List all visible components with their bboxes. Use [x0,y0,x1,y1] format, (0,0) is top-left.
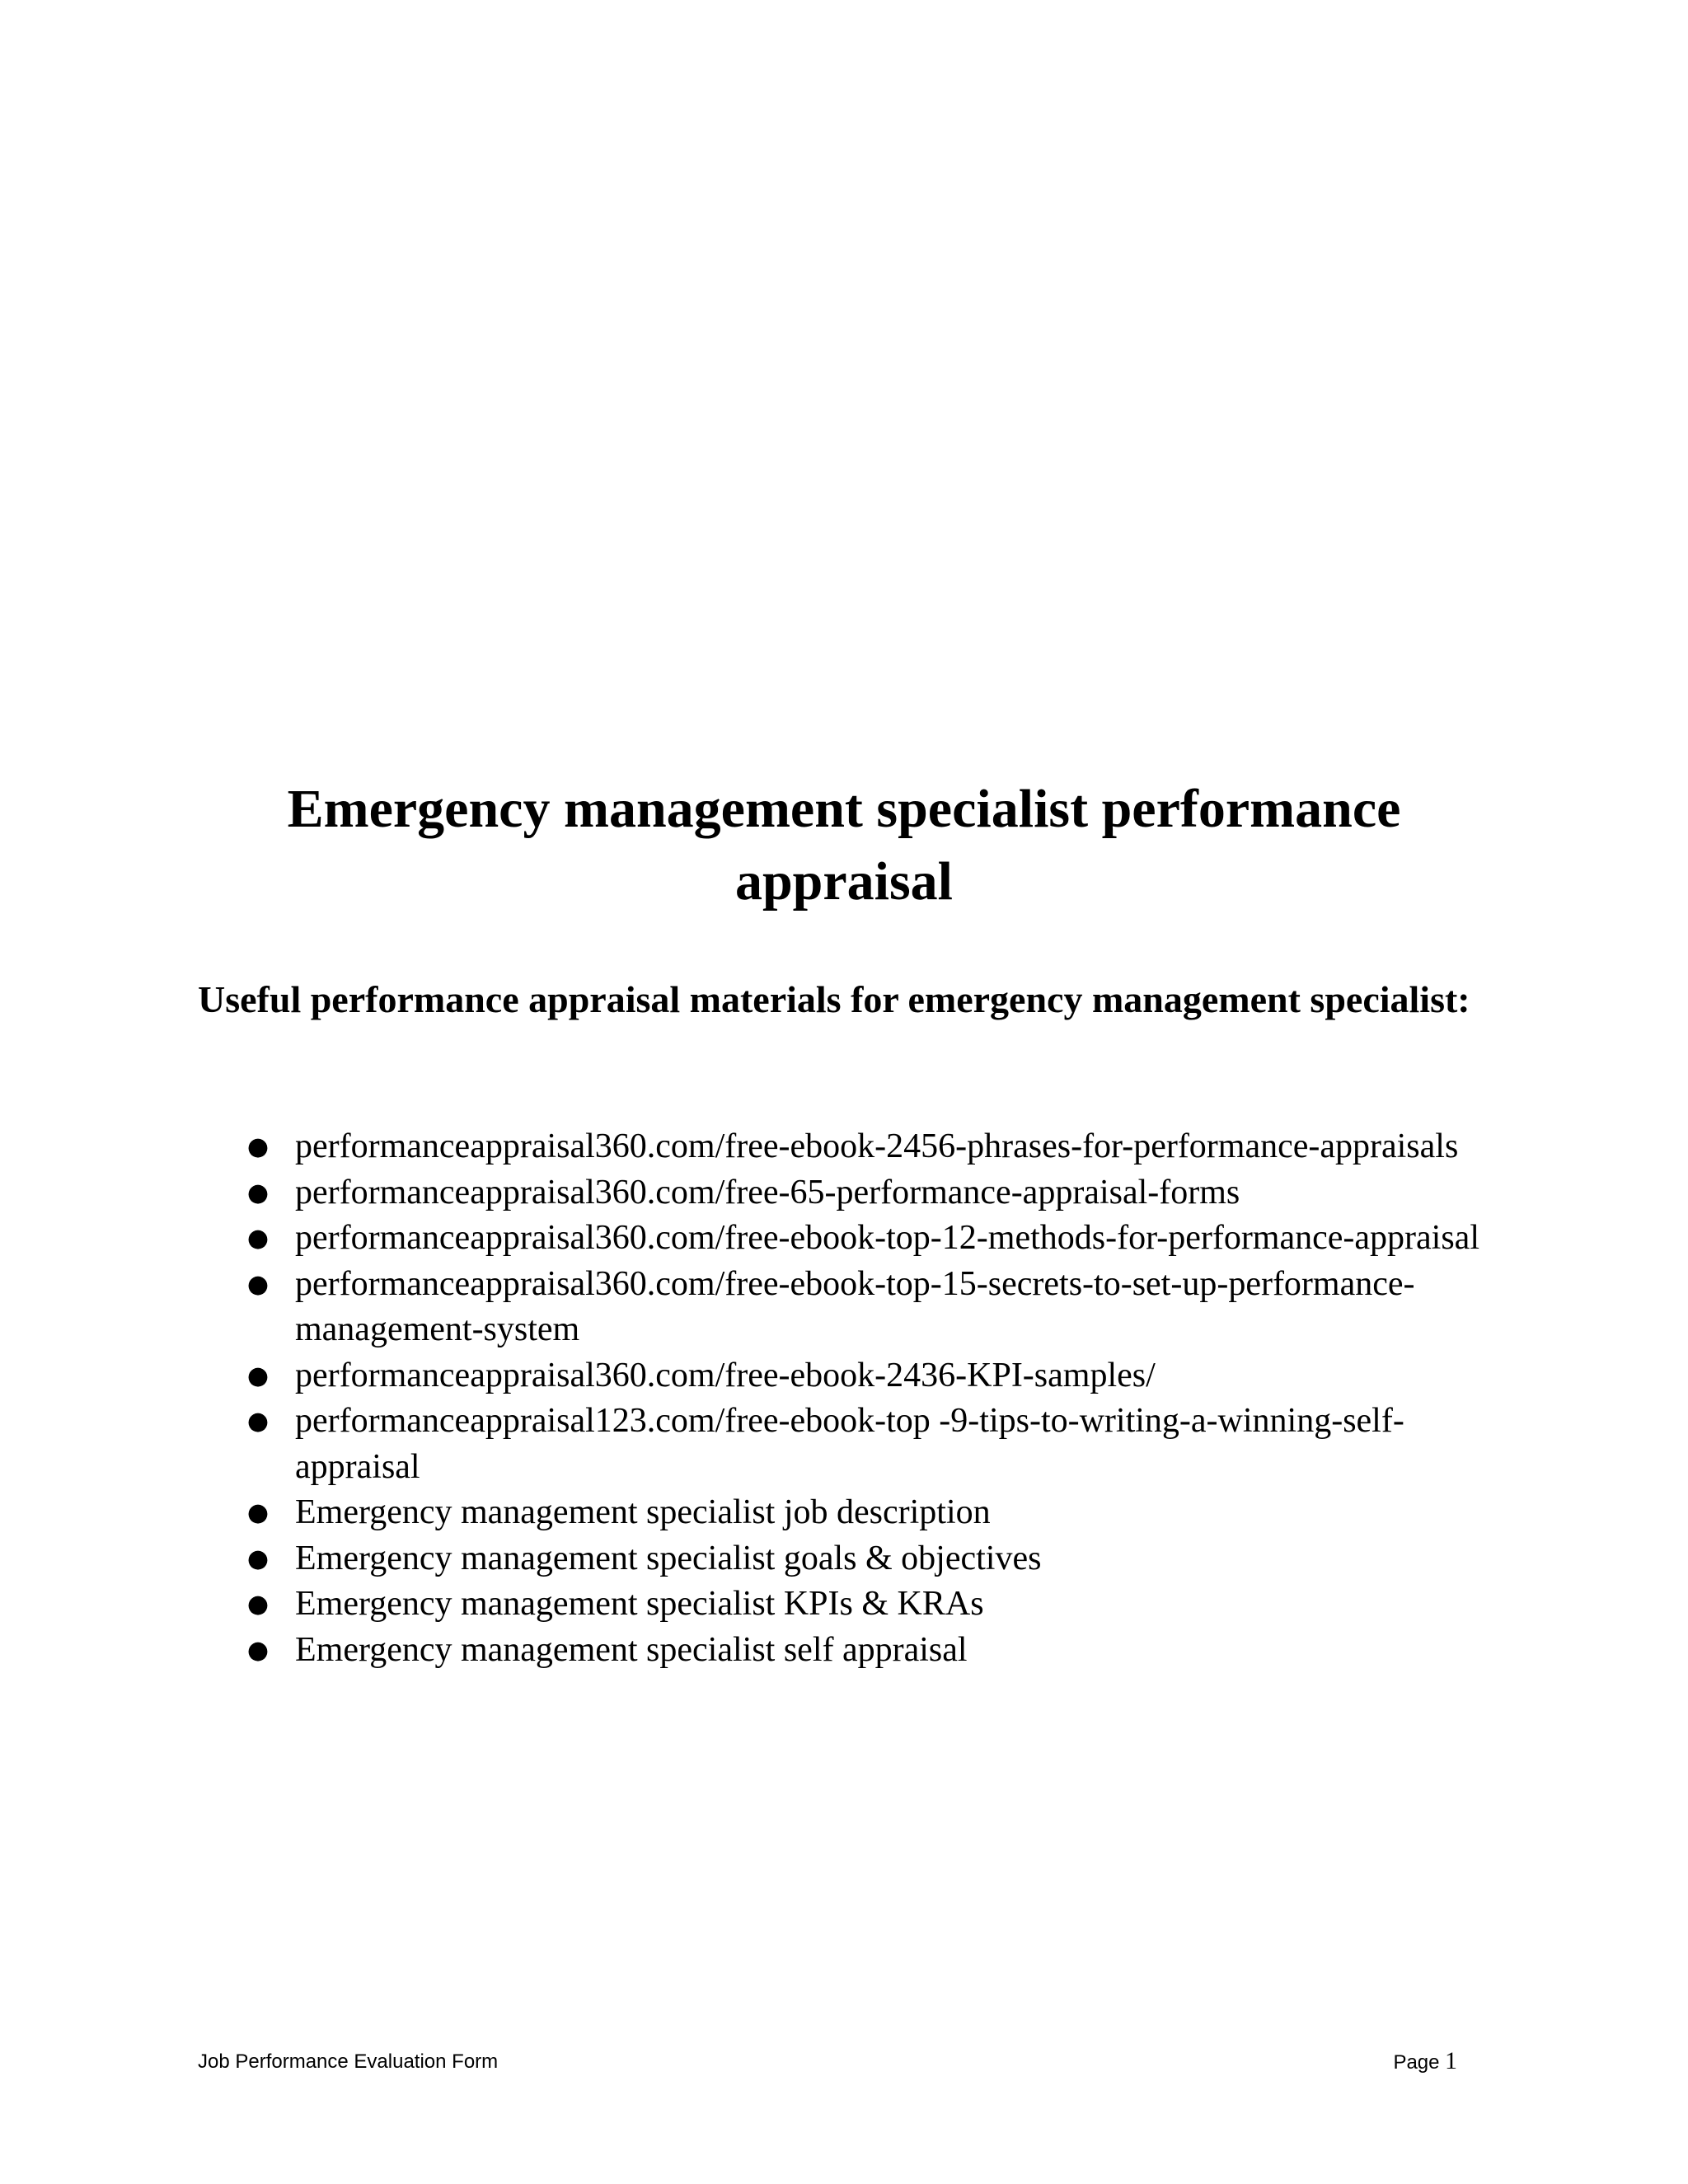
page-number: 1 [1445,2047,1457,2074]
list-item-text[interactable]: performanceappraisal360.com/free-ebook-top-15-secrets-to-set-up-performance-management-system [295,1264,1415,1348]
bullet-icon: ● [246,1178,270,1207]
list-item-text: Emergency management specialist KPIs & KRAs [295,1585,984,1623]
bullet-icon: ● [246,1361,270,1390]
footer-page-number [1393,2048,1457,2076]
list-item [0,1490,1482,1536]
bullet-icon: ● [246,1407,270,1436]
bullet-icon: ● [246,1635,270,1665]
bullet-icon: ● [246,1498,270,1527]
list-item [0,1582,1482,1628]
footer-form-name: Job Performance Evaluation Form [198,2050,499,2073]
list-item-text[interactable]: performanceappraisal360.com/free-ebook-2456-phrases-for-performance-appraisals [295,1127,1459,1165]
bullet-icon: ● [246,1132,270,1161]
list-item[interactable] [0,1262,1482,1353]
resource-list [0,1124,1688,1673]
list-item-text[interactable]: performanceappraisal360.com/free-ebook-top-12-methods-for-performance-appraisal [295,1219,1479,1257]
list-item[interactable] [0,1353,1482,1399]
bullet-icon: ● [246,1269,270,1299]
list-item[interactable] [0,1124,1482,1170]
list-item[interactable] [0,1399,1482,1490]
list-item-text: Emergency management specialist goals & objectives [295,1539,1042,1577]
list-item[interactable] [0,1216,1482,1262]
list-item-text: Emergency management specialist self appraisal [295,1630,968,1669]
list-item [0,1628,1482,1674]
bullet-icon: ● [246,1544,270,1573]
list-item-text[interactable]: performanceappraisal123.com/free-ebook-top -9-tips-to-writing-a-winning-self-appraisal [295,1402,1404,1486]
page-title: Emergency management specialist performance appraisal [287,779,1401,912]
list-item-text[interactable]: performanceappraisal360.com/free-65-performance-appraisal-forms [295,1173,1240,1212]
bullet-icon: ● [246,1590,270,1619]
list-item-text: Emergency management specialist job description [295,1493,991,1531]
page-label: Page [1393,2051,1440,2074]
bullet-icon: ● [246,1224,270,1253]
list-item [0,1536,1482,1582]
section-heading: Useful performance appraisal materials for emergency management specialist: [198,978,1470,1020]
list-item[interactable] [0,1170,1482,1216]
list-item-text[interactable]: performanceappraisal360.com/free-ebook-2436-KPI-samples/ [295,1356,1156,1394]
